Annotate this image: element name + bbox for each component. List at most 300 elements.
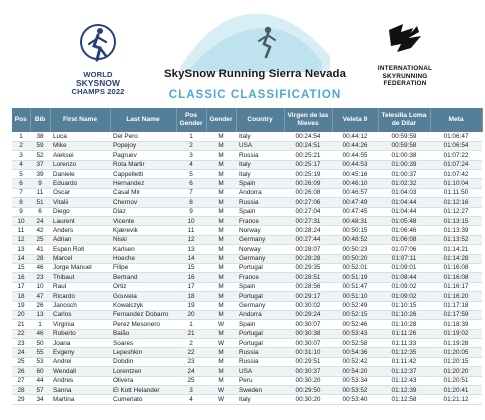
table-cell: Russia	[236, 198, 284, 207]
table-cell: 7	[12, 188, 30, 197]
table-cell: 18	[176, 292, 206, 301]
table-cell: Germany	[236, 301, 284, 310]
table-cell: Russia	[236, 357, 284, 366]
table-cell: 00:48:31	[332, 217, 378, 226]
table-cell: 01:20:05	[430, 348, 482, 357]
table-body	[12, 132, 482, 404]
table-cell: 10	[12, 217, 30, 226]
col-header[interactable]: First Name	[50, 108, 110, 132]
table-row[interactable]	[12, 357, 482, 366]
table-row[interactable]	[12, 170, 482, 179]
table-cell: France	[236, 273, 284, 282]
table-row[interactable]	[12, 198, 482, 207]
table-cell: 16	[12, 273, 30, 282]
table-cell: M	[206, 245, 236, 254]
table-cell: 00:52:49	[332, 301, 378, 310]
table-cell: 51	[30, 198, 50, 207]
table-cell: 01:10:26	[378, 310, 430, 319]
table-row[interactable]	[12, 367, 482, 376]
table-cell: 01:06:08	[378, 235, 430, 244]
table-row[interactable]	[12, 395, 482, 404]
table-cell: 15	[176, 263, 206, 272]
table-cell: 13	[176, 245, 206, 254]
table-cell: 00:31:10	[284, 348, 332, 357]
table-cell: 29	[12, 395, 30, 404]
table-cell: 00:53:52	[332, 386, 378, 395]
table-row[interactable]	[12, 376, 482, 385]
table-cell: 00:46:57	[332, 188, 378, 197]
table-cell: 25	[176, 376, 206, 385]
table-cell: Mike	[50, 141, 110, 150]
table-cell: 01:07:24	[430, 160, 482, 169]
table-cell: Raul	[50, 282, 110, 291]
table-cell: M	[206, 141, 236, 150]
table-cell: 25	[12, 357, 30, 366]
table-cell: Italy	[236, 132, 284, 141]
table-cell: Dobdin	[110, 357, 176, 366]
table-cell: 22	[176, 348, 206, 357]
table-cell: El Kott Helander	[110, 386, 176, 395]
table-cell: 01:12:39	[378, 386, 430, 395]
table-cell: USA	[236, 141, 284, 150]
table-cell: 10	[176, 217, 206, 226]
table-cell: 1	[176, 132, 206, 141]
table-cell: M	[206, 301, 236, 310]
col-header[interactable]: Gender	[206, 108, 236, 132]
table-cell: 21	[12, 320, 30, 329]
table-cell: Niski	[110, 235, 176, 244]
table-cell: M	[206, 263, 236, 272]
table-cell: M	[206, 367, 236, 376]
table-cell: Kowalczyk	[110, 301, 176, 310]
table-cell: 01:12:16	[430, 198, 482, 207]
table-cell: 01:06:54	[430, 141, 482, 150]
table-row[interactable]	[12, 226, 482, 235]
col-header[interactable]: Bib	[30, 108, 50, 132]
table-row[interactable]	[12, 348, 482, 357]
table-cell: 01:20:41	[430, 386, 482, 395]
table-cell: Jorge Manuel	[50, 263, 110, 272]
table-cell: 57	[30, 386, 50, 395]
table-cell: 16	[176, 273, 206, 282]
table-cell: 6	[30, 207, 50, 216]
table-cell: 00:44:12	[332, 132, 378, 141]
table-cell: 01:07:11	[378, 254, 430, 263]
table-cell: 00:28:24	[284, 226, 332, 235]
table-cell: Sanna	[50, 386, 110, 395]
table-cell: Soares	[110, 339, 176, 348]
table-row[interactable]	[12, 386, 482, 395]
table-cell: Peru	[236, 376, 284, 385]
table-cell: 00:50:23	[332, 245, 378, 254]
table-cell: 01:07:42	[430, 170, 482, 179]
table-cell: 00:29:17	[284, 292, 332, 301]
table-cell: 01:07:06	[378, 245, 430, 254]
classification-table	[12, 108, 483, 405]
col-header[interactable]: Pos Gender	[176, 108, 206, 132]
table-cell: 01:16:20	[430, 292, 482, 301]
table-cell: 00:52:58	[332, 339, 378, 348]
table-cell: 10	[30, 282, 50, 291]
table-row[interactable]	[12, 339, 482, 348]
table-cell: 00:52:01	[332, 263, 378, 272]
table-cell: Daniele	[50, 170, 110, 179]
table-cell: 01:12:58	[378, 395, 430, 404]
table-cell: 01:06:47	[430, 132, 482, 141]
table-cell: Balão	[110, 329, 176, 338]
table-cell: Oscar	[50, 188, 110, 197]
table-cell: M	[206, 292, 236, 301]
table-cell: 01:11:33	[378, 339, 430, 348]
table-cell: Spain	[236, 320, 284, 329]
table-row[interactable]	[12, 320, 482, 329]
table-cell: Laurent	[50, 217, 110, 226]
table-cell: 01:09:02	[378, 282, 430, 291]
table-cell: 01:13:52	[430, 235, 482, 244]
table-cell: 5	[12, 170, 30, 179]
table-cell: Andres	[50, 376, 110, 385]
table-cell: 01:10:15	[378, 301, 430, 310]
table-cell: 3	[176, 386, 206, 395]
table-cell: 01:17:18	[430, 301, 482, 310]
table-cell: 14	[176, 254, 206, 263]
table-cell: Thibaut	[50, 273, 110, 282]
table-cell: 01:16:17	[430, 282, 482, 291]
col-header[interactable]: Veleta 9	[332, 108, 378, 132]
table-cell: 00:47:45	[332, 207, 378, 216]
col-header[interactable]: Pos	[12, 108, 30, 132]
table-cell: 12	[12, 235, 30, 244]
table-cell: Portugal	[236, 339, 284, 348]
table-cell: M	[206, 235, 236, 244]
table-cell: Diaz	[110, 207, 176, 216]
table-cell: Marcel	[50, 254, 110, 263]
table-cell: Adrian	[50, 235, 110, 244]
table-cell: Lepeshkin	[110, 348, 176, 357]
table-cell: Lorenzo	[50, 160, 110, 169]
table-cell: Lorentzen	[110, 367, 176, 376]
table-cell: W	[206, 320, 236, 329]
table-cell: 46	[30, 263, 50, 272]
table-cell: 01:00:38	[378, 151, 430, 160]
table-cell: 39	[30, 170, 50, 179]
table-cell: 01:12:43	[378, 376, 430, 385]
right-logo-line1: INTERNATIONAL	[377, 65, 433, 72]
table-cell: 4	[176, 160, 206, 169]
table-row[interactable]	[12, 282, 482, 291]
table-cell: M	[206, 217, 236, 226]
table-cell: Wendall	[50, 367, 110, 376]
table-cell: 01:11:50	[430, 188, 482, 197]
table-cell: 2	[176, 141, 206, 150]
table-cell: 17	[176, 282, 206, 291]
right-logo-line2: SKYRUNNING	[382, 72, 428, 80]
col-header[interactable]: Last Name	[110, 108, 176, 132]
table-row[interactable]	[12, 217, 482, 226]
table-cell: 00:29:50	[284, 386, 332, 395]
table-cell: 00:29:24	[284, 310, 332, 319]
table-cell: 00:46:10	[332, 179, 378, 188]
table-cell: Karlsen	[110, 245, 176, 254]
table-cell: Bertrand	[110, 273, 176, 282]
table-cell: Anders	[50, 226, 110, 235]
table-cell: Ortiz	[110, 282, 176, 291]
table-cell: 00:54:36	[332, 348, 378, 357]
table-cell: 12	[176, 235, 206, 244]
table-cell: 19	[176, 301, 206, 310]
table-cell: 00:24:54	[284, 132, 332, 141]
table-cell: 4	[12, 160, 30, 169]
table-cell: 01:10:28	[378, 320, 430, 329]
table-cell: 01:02:32	[378, 179, 430, 188]
table-cell: 01:10:04	[430, 179, 482, 188]
col-header[interactable]: Country	[236, 108, 284, 132]
table-cell: 00:26:09	[284, 179, 332, 188]
table-cell: 00:27:06	[284, 198, 332, 207]
table-cell: Espen Roll	[50, 245, 110, 254]
table-cell: 00:51:10	[332, 292, 378, 301]
table-row[interactable]	[12, 254, 482, 263]
table-cell: 4	[176, 395, 206, 404]
table-cell: 1	[12, 132, 30, 141]
table-cell: Sweden	[236, 386, 284, 395]
table-cell: Casal Mir	[110, 188, 176, 197]
table-cell: 00:51:47	[332, 282, 378, 291]
table-cell: 44	[30, 376, 50, 385]
table-cell: 00:44:55	[332, 151, 378, 160]
table-cell: M	[206, 376, 236, 385]
table-cell: 01:12:27	[430, 207, 482, 216]
table-row[interactable]	[12, 301, 482, 310]
table-cell: Luca	[50, 132, 110, 141]
table-cell: Portugal	[236, 292, 284, 301]
table-cell: Filipe	[110, 263, 176, 272]
table-cell: 00:25:19	[284, 170, 332, 179]
table-header-row	[12, 108, 482, 132]
table-cell: M	[206, 198, 236, 207]
table-cell: 5	[176, 170, 206, 179]
table-cell: 01:05:48	[378, 217, 430, 226]
table-cell: 00:25:21	[284, 151, 332, 160]
table-cell: 00:29:35	[284, 263, 332, 272]
table-cell: 00:59:58	[378, 141, 430, 150]
table-cell: 7	[176, 188, 206, 197]
table-row[interactable]	[12, 263, 482, 272]
table-cell: M	[206, 226, 236, 235]
table-cell: M	[206, 329, 236, 338]
table-row[interactable]	[12, 310, 482, 319]
mountain-runner-illustration	[180, 10, 330, 72]
table-row[interactable]	[12, 329, 482, 338]
table-cell: M	[206, 273, 236, 282]
table-cell: Portugal	[236, 263, 284, 272]
table-cell: Ricardo	[50, 292, 110, 301]
table-cell: Evgeny	[50, 348, 110, 357]
table-cell: 01:19:28	[430, 339, 482, 348]
table-cell: Spain	[236, 179, 284, 188]
right-logo-line3: FEDERATION	[383, 80, 427, 88]
table-cell: 00:30:20	[284, 376, 332, 385]
table-cell: 00:52:15	[332, 310, 378, 319]
table-row[interactable]	[12, 207, 482, 216]
table-cell: 00:52:46	[332, 320, 378, 329]
table-cell: 01:00:37	[378, 170, 430, 179]
table-cell: Spain	[236, 282, 284, 291]
table-cell: W	[206, 395, 236, 404]
table-cell: 00:26:08	[284, 188, 332, 197]
table-cell: Carlos	[50, 310, 110, 319]
table-cell: 9	[176, 207, 206, 216]
table-cell: 13	[12, 245, 30, 254]
table-cell: 00:53:40	[332, 395, 378, 404]
table-cell: Vicente	[110, 217, 176, 226]
table-cell: Hernandez	[110, 179, 176, 188]
table-cell: 00:27:04	[284, 207, 332, 216]
table-cell: Cappelletti	[110, 170, 176, 179]
left-logo-line3: CHAMPS 2022	[71, 86, 125, 96]
table-cell: 8	[12, 198, 30, 207]
table-cell: 00:28:28	[284, 254, 332, 263]
page-header	[0, 0, 485, 108]
table-cell: 1	[30, 320, 50, 329]
table-cell: Chernov	[110, 198, 176, 207]
table-cell: Hoeche	[110, 254, 176, 263]
table-cell: M	[206, 179, 236, 188]
table-cell: 23	[12, 339, 30, 348]
table-row[interactable]	[12, 292, 482, 301]
table-cell: 18	[12, 292, 30, 301]
table-cell: Portugal	[236, 329, 284, 338]
table-cell: 14	[12, 254, 30, 263]
table-cell: Andrei	[50, 357, 110, 366]
table-cell: 00:53:43	[332, 329, 378, 338]
table-cell: 6	[176, 179, 206, 188]
table-row[interactable]	[12, 160, 482, 169]
table-cell: 17	[12, 282, 30, 291]
table-cell: 01:18:39	[430, 320, 482, 329]
table-cell: 50	[30, 339, 50, 348]
table-cell: 2	[12, 141, 30, 150]
table-row[interactable]	[12, 151, 482, 160]
table-cell: 01:13:39	[430, 226, 482, 235]
table-cell: Italy	[236, 170, 284, 179]
table-row[interactable]	[12, 179, 482, 188]
table-cell: Russia	[236, 348, 284, 357]
table-cell: Roberto	[50, 329, 110, 338]
table-cell: 23	[30, 273, 50, 282]
table-cell: 34	[30, 395, 50, 404]
table-cell: M	[206, 188, 236, 197]
event-title: SkySnow Running Sierra Nevada	[163, 68, 347, 80]
table-cell: 00:30:07	[284, 339, 332, 348]
table-cell: 00:28:56	[284, 282, 332, 291]
table-cell: 41	[30, 245, 50, 254]
table-cell: 52	[30, 151, 50, 160]
col-header[interactable]: Meta	[430, 108, 482, 132]
table-cell: 28	[12, 386, 30, 395]
table-cell: 01:12:37	[378, 367, 430, 376]
table-cell: 42	[30, 226, 50, 235]
left-logo-line2: SKYSNOW	[76, 78, 120, 89]
table-cell: 00:50:20	[332, 254, 378, 263]
table-cell: Spain	[236, 207, 284, 216]
table-cell: Olivera	[110, 376, 176, 385]
table-cell: Rota Martir	[110, 160, 176, 169]
table-cell: Martina	[50, 395, 110, 404]
table-cell: 11	[12, 226, 30, 235]
event-title-block	[150, 10, 360, 106]
table-cell: 24	[12, 348, 30, 357]
table-cell: Germany	[236, 254, 284, 263]
world-skysnow-logo	[60, 22, 136, 98]
table-row[interactable]	[12, 245, 482, 254]
table-cell: 00:44:26	[332, 141, 378, 150]
table-cell: 01:16:08	[430, 273, 482, 282]
table-row[interactable]	[12, 141, 482, 150]
table-cell: Italy	[236, 395, 284, 404]
table-cell: 01:14:28	[430, 254, 482, 263]
col-header[interactable]: Telesilla Loma de Dilar	[378, 108, 430, 132]
table-cell: 01:06:46	[378, 226, 430, 235]
table-cell: 00:48:52	[332, 235, 378, 244]
table-cell: 1	[176, 320, 206, 329]
table-cell: USA	[236, 367, 284, 376]
table-cell: 01:04:03	[378, 188, 430, 197]
table-cell: 8	[176, 198, 206, 207]
table-cell: 01:20:15	[430, 357, 482, 366]
table-cell: 01:14:21	[430, 245, 482, 254]
table-cell: Italy	[236, 160, 284, 169]
table-cell: 01:11:26	[378, 329, 430, 338]
table-cell: 27	[12, 376, 30, 385]
table-cell: Del Pero	[110, 132, 176, 141]
table-cell: 11	[176, 226, 206, 235]
table-cell: 2	[176, 339, 206, 348]
table-cell: M	[206, 207, 236, 216]
table-cell: Andorra	[236, 188, 284, 197]
table-cell: 01:07:22	[430, 151, 482, 160]
table-cell: 01:08:44	[378, 273, 430, 282]
table-cell: Vitalii	[50, 198, 110, 207]
table-cell: 00:50:15	[332, 226, 378, 235]
table-cell: M	[206, 310, 236, 319]
table-cell: 20	[176, 310, 206, 319]
table-cell: Kjærevik	[110, 226, 176, 235]
table-cell: 11	[30, 188, 50, 197]
table-cell: 00:30:38	[284, 329, 332, 338]
table-row[interactable]	[12, 273, 482, 282]
table-cell: M	[206, 160, 236, 169]
table-cell: 00:47:49	[332, 198, 378, 207]
table-cell: Janosch	[50, 301, 110, 310]
table-cell: 00:44:53	[332, 160, 378, 169]
table-row[interactable]	[12, 235, 482, 244]
table-cell: 00:29:51	[284, 357, 332, 366]
table-cell: M	[206, 357, 236, 366]
table-cell: 38	[30, 132, 50, 141]
table-cell: Aleksei	[50, 151, 110, 160]
col-header[interactable]: Virgen de las Nieves	[284, 108, 332, 132]
table-cell: 6	[12, 179, 30, 188]
table-cell: 01:11:42	[378, 357, 430, 366]
table-cell: 53	[30, 357, 50, 366]
table-cell: Cumerlato	[110, 395, 176, 404]
isf-logo	[360, 22, 450, 92]
table-row[interactable]	[12, 188, 482, 197]
table-row[interactable]	[12, 132, 482, 141]
table-cell: 01:19:02	[430, 329, 482, 338]
table-cell: M	[206, 132, 236, 141]
